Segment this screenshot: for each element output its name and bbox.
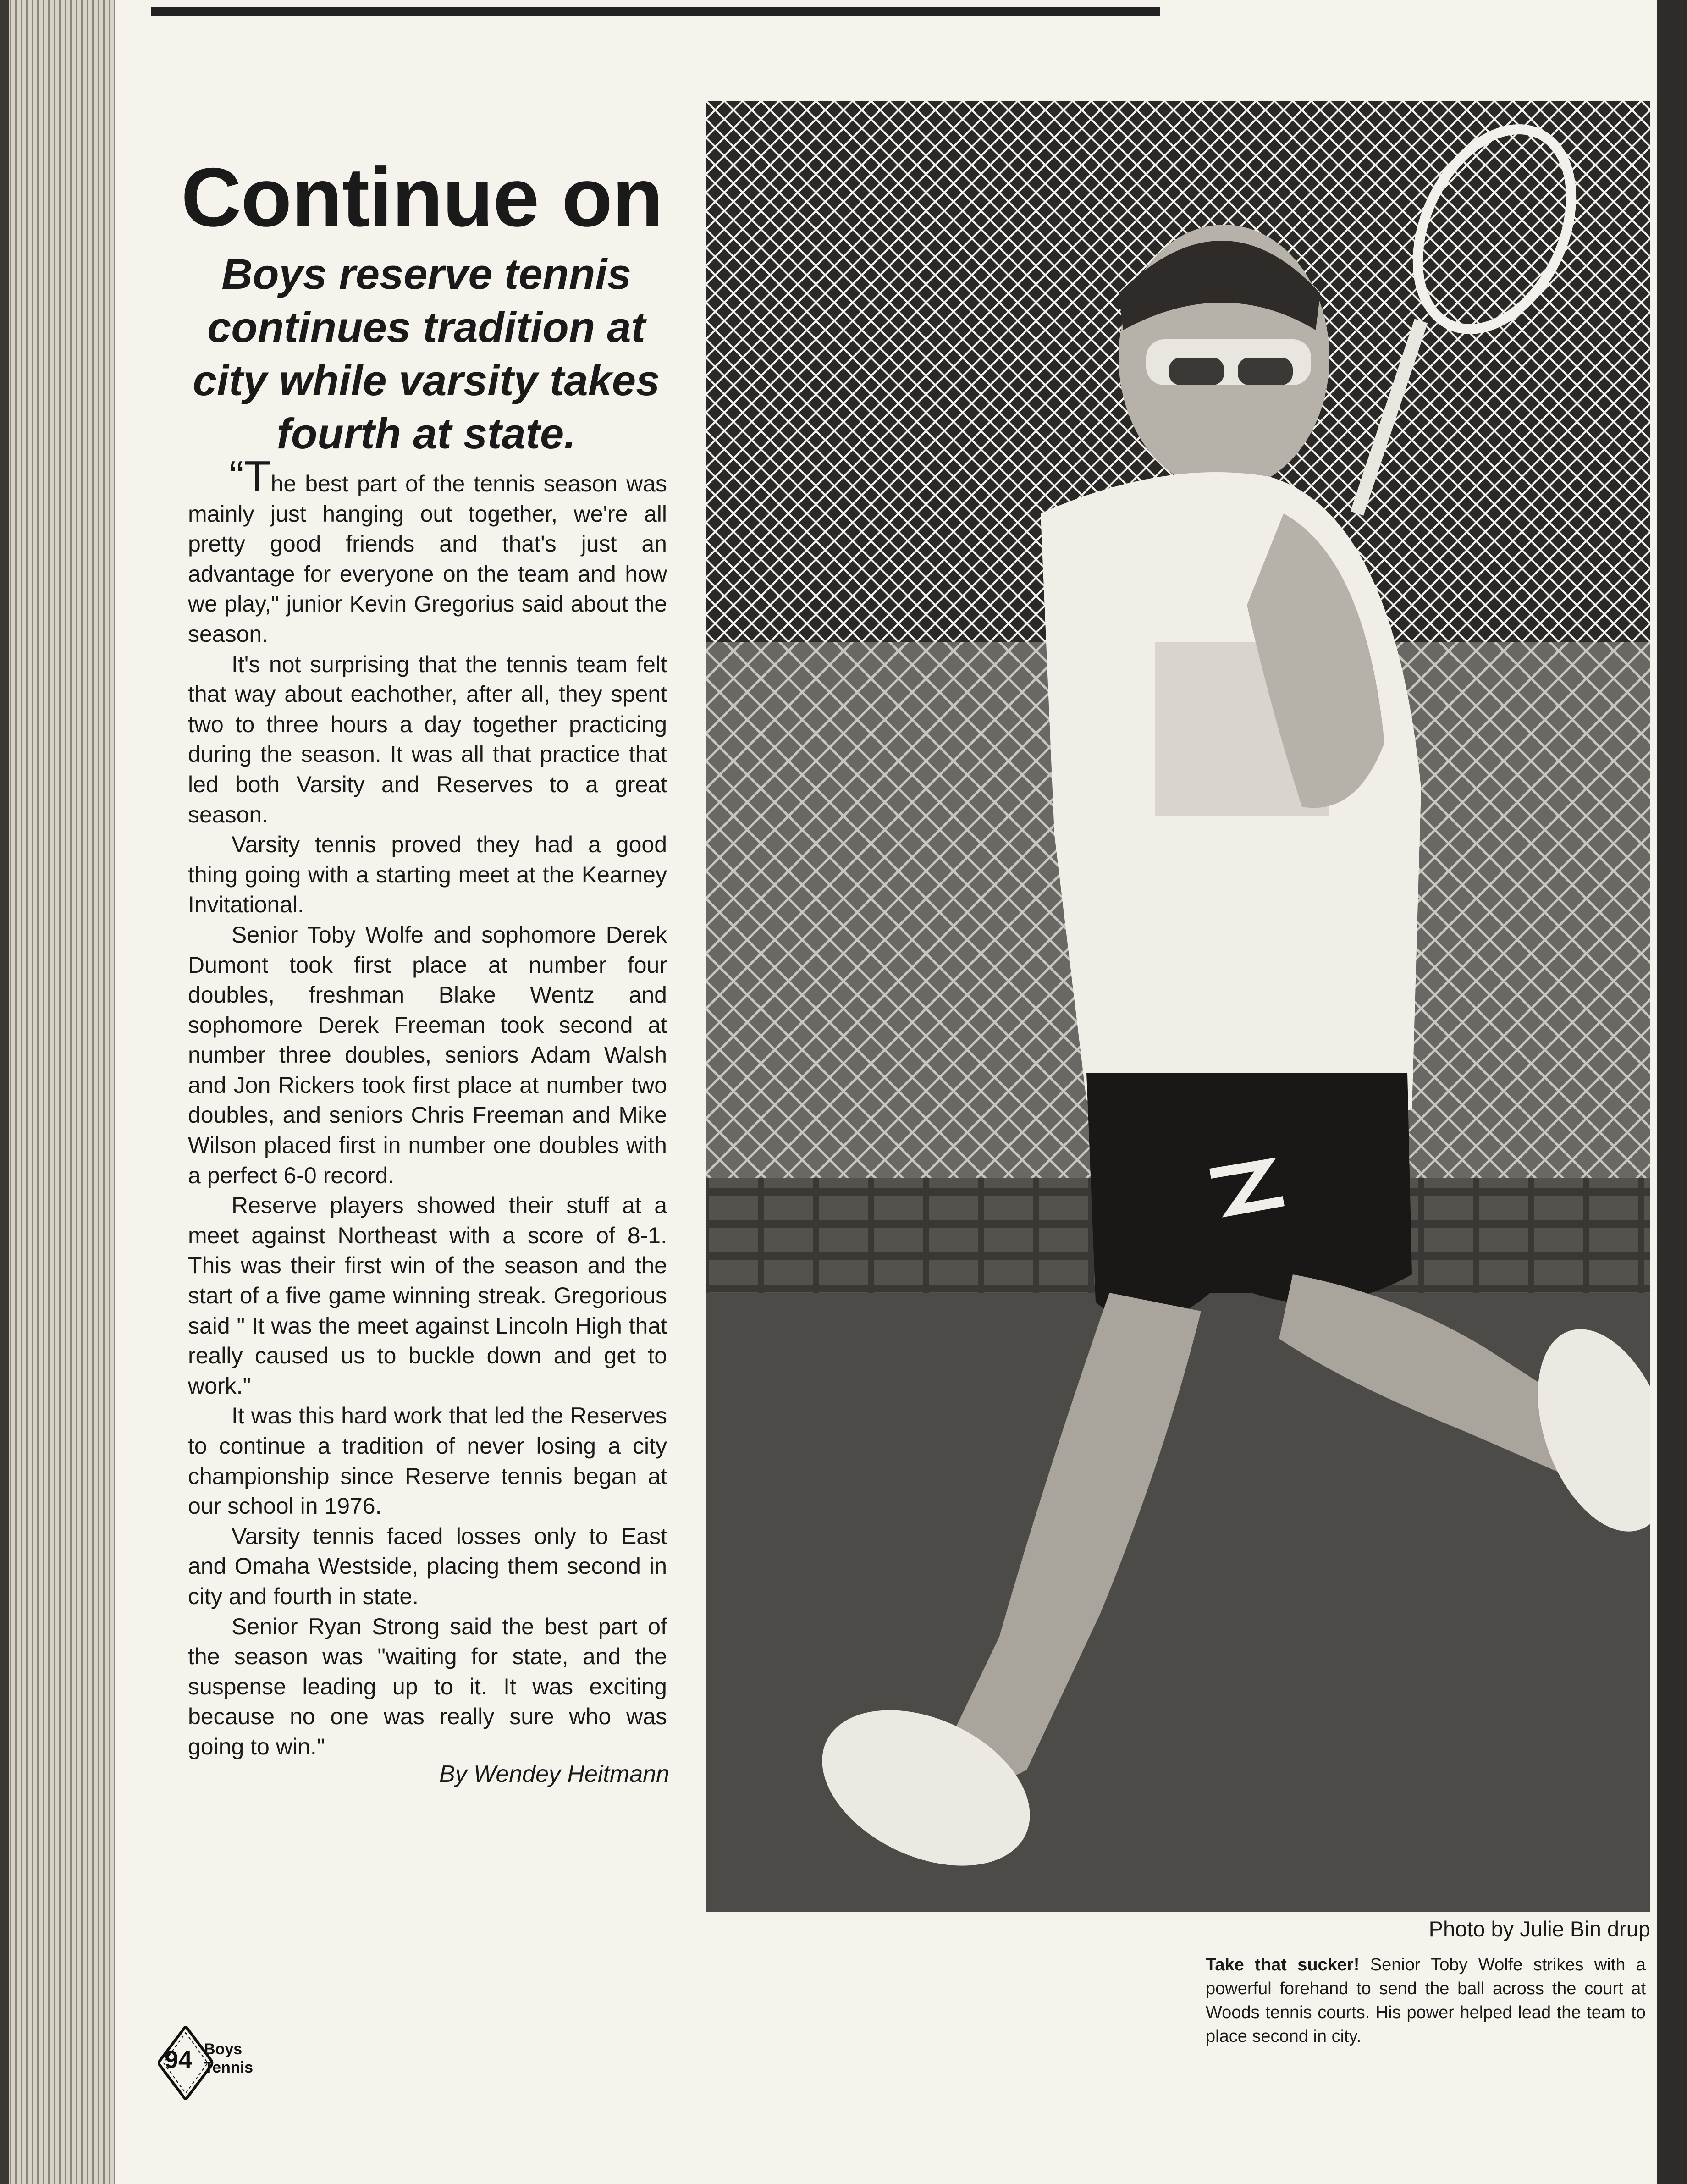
page-folio: [158, 2017, 296, 2109]
article-paragraph: Reserve players showed their stuff at a meet against Northeast with a score of 8-1. This was their first win of the season and the start of a five game winning streak. Gregorious said " It was the meet against Lincoln High that really caused us to buckle down and get to work.": [188, 1192, 667, 1399]
photo-credit-text: Photo by Julie Bin: [1428, 1917, 1601, 1941]
headline: Continue on: [181, 150, 663, 244]
article-paragraph: It's not surprising that the tennis team felt that way about eachother, after all, they spent two to three hours a day together practicing during the season. It was all that practice that led both Varsity and Reserves to a great season.: [188, 651, 667, 827]
section-label: [204, 2040, 296, 2077]
paragraph-text: he best part of the tennis season was mainly just hanging out together, we're all pretty good friends and that's just an advantage for everyone on the team and how we play," junior Kevin Gregorius said about the season.: [188, 471, 667, 647]
facing-page-edge: [1657, 0, 1687, 2184]
article-body: [188, 452, 667, 1762]
article-paragraph: Varsity tennis faced losses only to East and Omaha Westside, placing them second in city and fourth in state.: [188, 1523, 667, 1609]
article-paragraph: Senior Ryan Strong said the best part of the season was "waiting for state, and the suspense leading up to it. It was exciting because no one was really sure who was going to win.": [188, 1613, 667, 1759]
article-paragraph: Varsity tennis proved they had a good thing going with a starting meet at the Kearney Invitational.: [188, 832, 667, 918]
article-paragraph: Senior Toby Wolfe and sophomore Derek Dumont took first place at number four doubles, freshman Blake Wentz and sophomore Derek Freeman took second at number three doubles, seniors Adam Walsh and Jon Rickers took first place at number two doubles, and seniors Chris Freeman and Mike Wilson placed first in number one doubles with a perfect 6-0 record.: [188, 921, 667, 1188]
photo-caption: [1206, 1953, 1646, 2048]
binding-edge: [0, 0, 9, 2184]
section-label-line1: Boys: [204, 2041, 243, 2058]
top-rule: [151, 7, 1160, 16]
article-paragraph: It was this hard work that led the Reserves to continue a tradition of never losing a city championship since Reserve tennis began at our school in 1976.: [188, 1403, 667, 1519]
book-binding: [0, 0, 115, 2184]
drop-cap: “T: [229, 452, 271, 501]
byline: By Wendey Heitmann: [439, 1761, 669, 1787]
caption-text: Senior Toby Wolfe strikes with a powerful forehand to send the ball across the court at Woods tennis courts. His power helped lead the team to place second in city.: [1206, 1955, 1646, 2046]
article-paragraph: [188, 452, 667, 650]
photo-credit: [1394, 1916, 1650, 1941]
page-number: 94: [165, 2046, 193, 2074]
photo-illustration: [706, 101, 1659, 1912]
section-label-line2: Tennis: [204, 2059, 254, 2076]
tennis-player-photo: [706, 101, 1659, 1912]
caption-lead: Take that sucker!: [1206, 1955, 1360, 1974]
subhead: Boys reserve tennis continues tradition at city while varsity takes fourth at state.: [193, 250, 660, 458]
photo-credit-partial: drup: [1607, 1917, 1650, 1941]
